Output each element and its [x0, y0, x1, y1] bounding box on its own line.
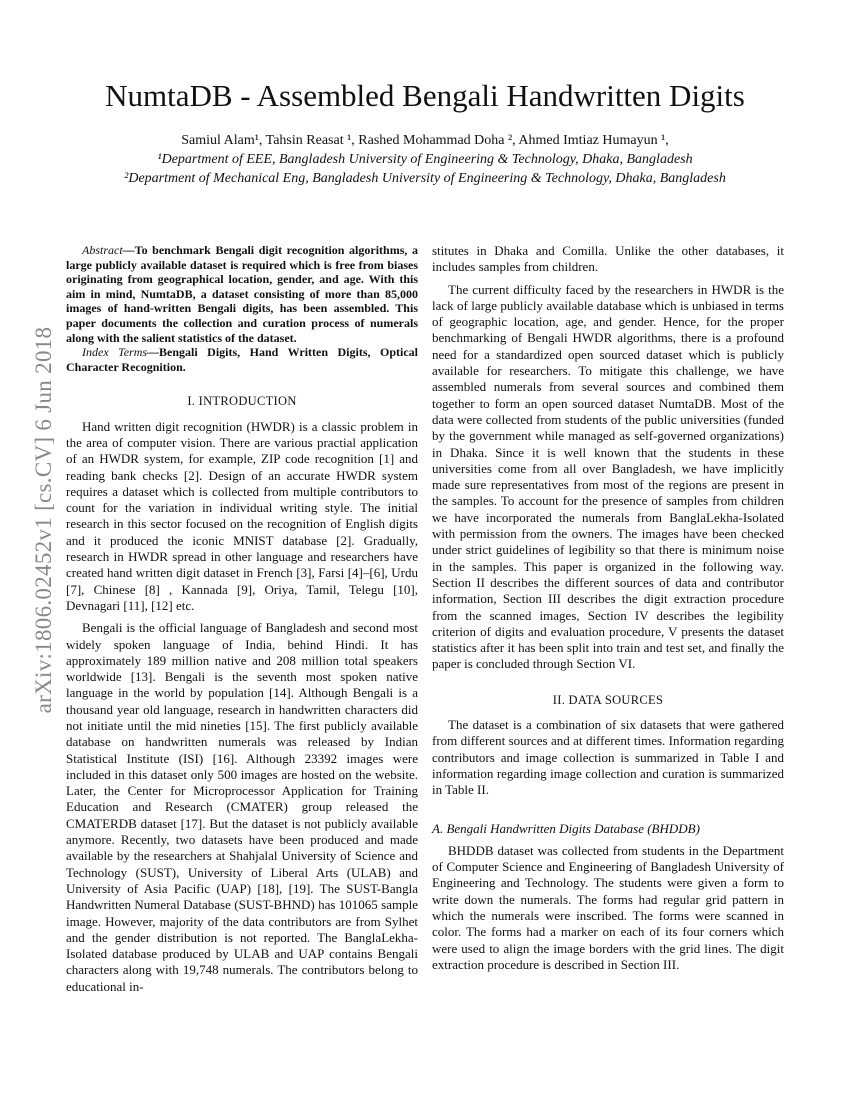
index-terms-label: Index Terms — [82, 345, 148, 360]
left-column — [66, 243, 418, 995]
author-names: Samiul Alam¹, Tahsin Reasat ¹, Rashed Mohammad Doha ², Ahmed Imtiaz Humayun ¹, — [181, 133, 669, 148]
intro-paragraph-3: The current difficulty faced by the researchers in HWDR is the lack of large publicly available database which is unbiased in terms of geographic location, age, and gender. Hence, for the proper benchmarking of Bengali HWDR algorithms, there is a profound need for a standardized open sourced dataset which is publicly available for researchers. To mitigate this challenge, we have assembled numerals from several sources and combined them together to form an open sourced dataset NumtaDB. Most of the data were collected from students of the public universities (funded by the government while managed as self-governed organizations) in Dhaka. Since it is well known that the students in these universities come from all over Bangladesh, we have implicitly made sure representatives from most of the regions are present in the samples. To account for the presence of samples from children we have incorporated the numerals from BanglaLekha-Isolated with permission from the owners. The images have been checked under strict guidelines of legibility so that there is minimum noise in the samples. This paper is organized in the following way. Section II describes the different sources of data and contributor information, Section III describes the digit extraction procedure from the scanned images, Section IV describes the legibility criterion of digits and evaluation procedure, V presents the dataset statistics after it has been split into train and test set, and finally the paper is concluded through Section VI. — [432, 281, 784, 672]
intro-paragraph-1: Hand written digit recognition (HWDR) is a classic problem in the area of computer vision. There are various practial application of an HWDR system, for example, ZIP code recognition [1] and reading bank checks [2]. Design of an accurate HWDR system requires a dataset which is collected from multiple contributors to count for the variation in individual writing style. The initial research in this sector focused on the recognition of English digits and it produced the iconic MNIST database [2]. Gradually, research in HWDR spread in other language and researchers have created hand written digit dataset in French [3], Farsi [4]–[6], Urdu [7], Chinese [8] , Kannada [9], Oriya, Tamil, Telegu [10], Devnagari [11], [12] etc. — [66, 418, 418, 613]
section-heading-introduction: I. INTRODUCTION — [187, 394, 297, 409]
arxiv-stamp — [14, 270, 74, 770]
abstract — [66, 243, 418, 345]
affiliation-2: ²Department of Mechanical Eng, Bangladesh University of Engineering & Technology, Dhaka, Bangladesh — [124, 171, 726, 186]
paper-title: NumtaDB - Assembled Bengali Handwritten Digits — [105, 78, 745, 113]
data-sources-paragraph: The dataset is a combination of six datasets that were gathered from different sources and at different times. Information regarding contributors and image collection is summarized in Table I and information regarding image collection and curation is summarized in Table II. — [432, 717, 784, 798]
subsection-heading-bhddb: A. Bengali Handwritten Digits Database (BHDDB) — [432, 820, 700, 836]
section-heading-data-sources: II. DATA SOURCES — [552, 692, 664, 707]
intro-paragraph-2: Bengali is the official language of Bangladesh and second most widely spoken language of India, behind Hindi. It has approximately 189 million native and 208 million total speakers worldwide [13]. Bengali is the seventh most spoken native language in the world by population [14]. Although Bengali is a thousand year old language, research in handwritten characters did not initiate until the mid nineties [15]. The first publicly available database on handwritten numerals was released by Indian Statistical Institute (ISI) [16]. Although 23392 images were included in this dataset only 500 images are hosted on the website. Later, the Center for Microprocessor Application for Training Education and Research (CMATER) group released the CMATERDB dataset [17]. But the dataset is not publicly available anymore. Recently, two datasets have been produced and made available by the researchers at Shahjalal University of Science and Technology (SUST), University of Liberal Arts (ULAB) and University of Asia Pacific (UAP) [18], [19]. The SUST-Bangla Handwritten Numeral Database (SUST-BHND) has 101065 sample image. However, majority of the data contributors are from Sylhet and the gender distribution is not reported. The BanglaLekha-Isolated database produced by ULAB and UAP contains Bengali characters along with 19,748 numerals. The contributors belong to educational in- — [66, 620, 418, 994]
abstract-label: Abstract — [82, 243, 123, 257]
affiliation-1: ¹Department of EEE, Bangladesh University of Engineering & Technology, Dhaka, Bangladesh — [157, 152, 693, 167]
index-terms — [66, 345, 418, 374]
intro-paragraph-continued: stitutes in Dhaka and Comilla. Unlike the other databases, it includes samples from children. — [432, 243, 784, 275]
abstract-text: —To benchmark Bengali digit recognition algorithms, a large publicly available dataset is required which is free from biases originating from geographical location, gender, and age. With this aim in mind, NumtaDB, a dataset consisting of more than 85,000 images of hand-written Bengali digits, has been assembled. This paper documents the collection and curation process of numerals along with the salient statistics of the dataset. — [66, 243, 418, 345]
arxiv-stamp-text: arXiv:1806.02452v1 [cs.CV] 6 Jun 2018 — [31, 326, 56, 714]
right-column — [432, 243, 784, 973]
author-block — [0, 131, 850, 188]
bhddb-paragraph: BHDDB dataset was collected from students in the Department of Computer Science and Engineering of Bangladesh University of Engineering and Technology. The students were given a form to write down the numerals. The forms had regular grid pattern in which the numerals were inscribed. The forms were scanned in color. The forms had a marker on each of its four corners which were used to align the image borders with the grid lines. The digit extraction procedure is described in Section III. — [432, 842, 784, 972]
index-terms-text: —Bengali Digits, Hand Written Digits, Optical Character Recognition. — [66, 345, 418, 374]
